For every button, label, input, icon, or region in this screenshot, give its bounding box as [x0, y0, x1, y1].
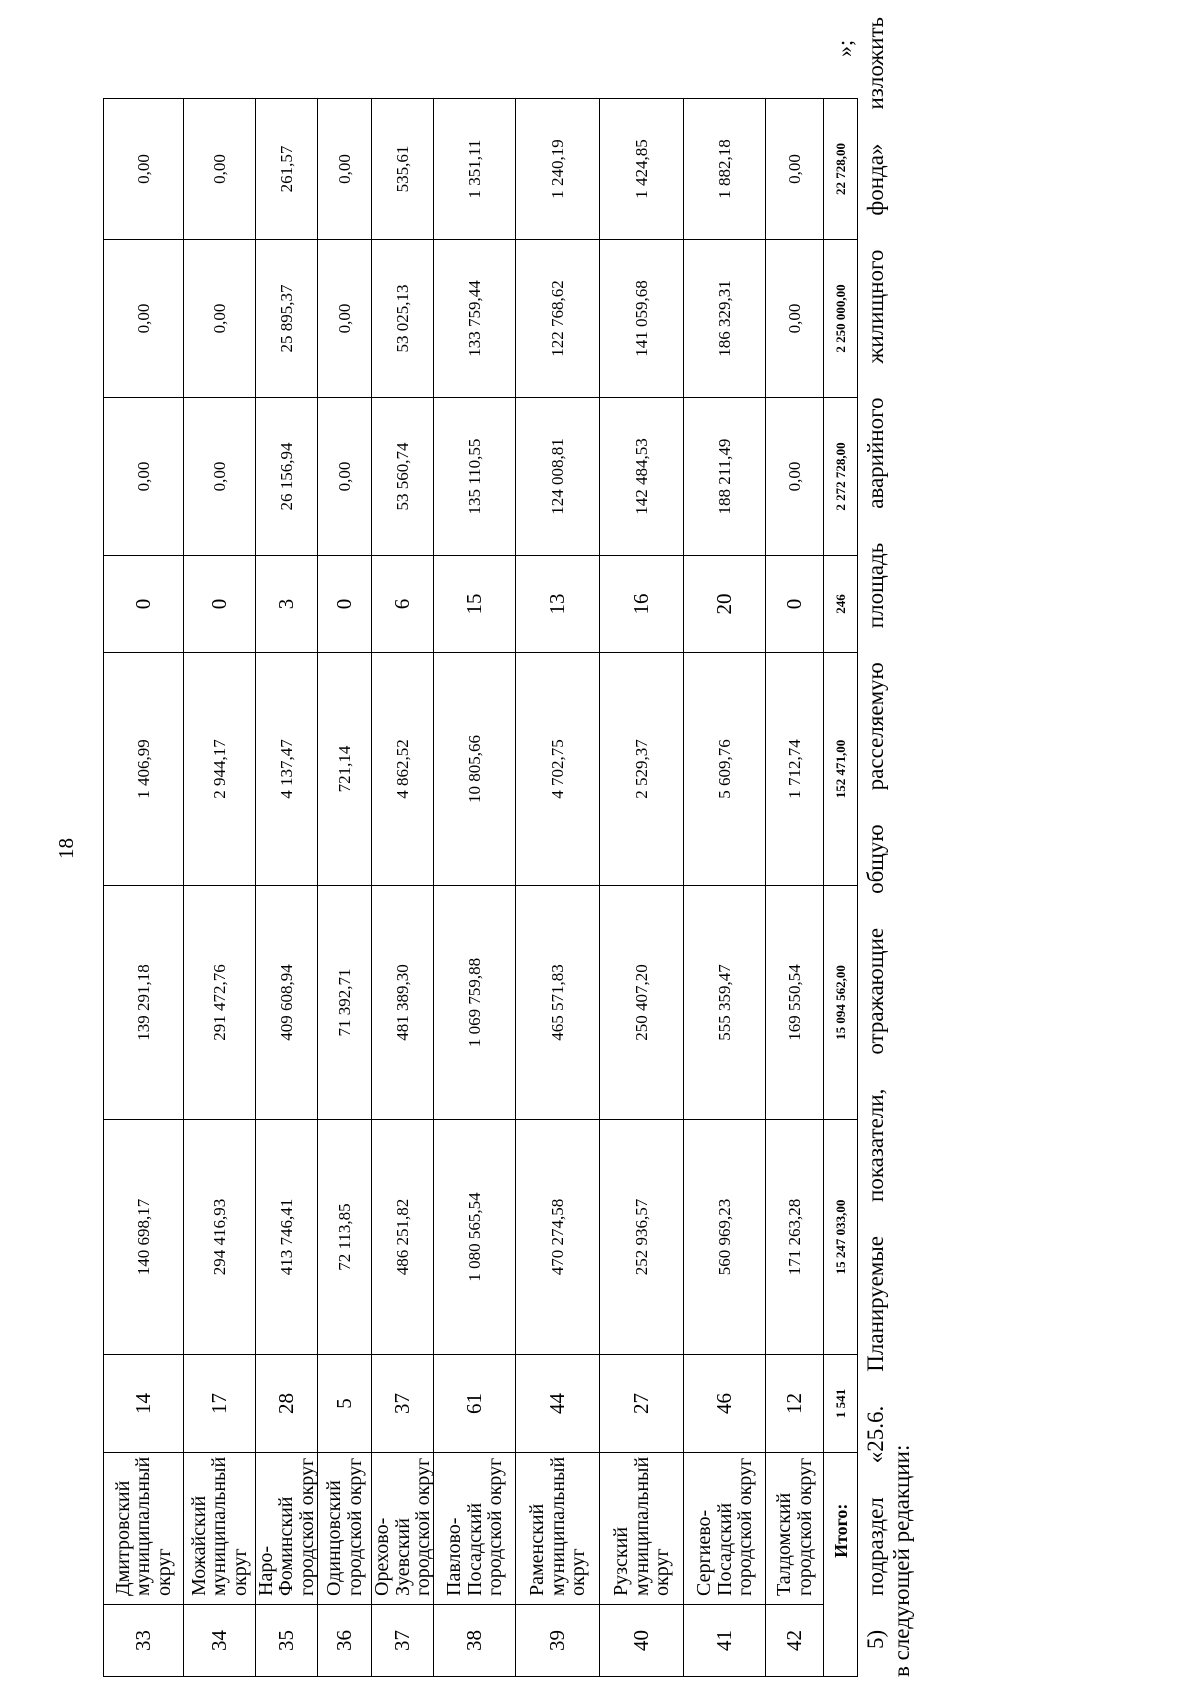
- row-number: 34: [184, 1605, 256, 1677]
- cell-v2: 409 608,94: [256, 886, 318, 1120]
- cell-v6: 1 882,18: [684, 99, 766, 240]
- total-label: Итого:: [824, 1453, 858, 1605]
- houses-count: 44: [516, 1355, 600, 1453]
- cell-v4: 188 211,49: [684, 398, 766, 556]
- footer-line-1: 5) подраздел «25.6. Планируемые показатели, отражающие общую расселяемую площадь аварийного жилищного фонда» изложить: [863, 17, 888, 1649]
- table-row: [372, 99, 434, 1677]
- row-number: 37: [372, 1605, 434, 1677]
- houses-count: 14: [104, 1355, 184, 1453]
- row-number: 36: [318, 1605, 372, 1677]
- cell-c2: 0: [184, 556, 256, 653]
- table-row: [104, 99, 184, 1677]
- cell-v5: 186 329,31: [684, 240, 766, 398]
- houses-count: 17: [184, 1355, 256, 1453]
- table-row: [766, 99, 824, 1677]
- cell-v6: 1 424,85: [600, 99, 684, 240]
- page-number: 18: [54, 838, 78, 859]
- cell-v4: 26 156,94: [256, 398, 318, 556]
- cell-v2: 169 550,54: [766, 886, 824, 1120]
- cell-v5: 0,00: [184, 240, 256, 398]
- cell-v3: 721,14: [318, 653, 372, 886]
- houses-count: 61: [434, 1355, 516, 1453]
- cell-v5: 0,00: [104, 240, 184, 398]
- cell-v6: 1 351,11: [434, 99, 516, 240]
- municipality-name: Сергиево-Посадский городской округ: [684, 1453, 766, 1605]
- cell-v6: 0,00: [766, 99, 824, 240]
- cell-v3: 4 702,75: [516, 653, 600, 886]
- cell-c2: 0: [766, 556, 824, 653]
- cell-c2: 13: [516, 556, 600, 653]
- cell-v3: 2 944,17: [184, 653, 256, 886]
- cell-v4: 0,00: [104, 398, 184, 556]
- cell-v4: 0,00: [766, 398, 824, 556]
- cell-v2: 250 407,20: [600, 886, 684, 1120]
- row-number: 40: [600, 1605, 684, 1677]
- cell-v1: 486 251,82: [372, 1120, 434, 1355]
- cell-v1: 72 113,85: [318, 1120, 372, 1355]
- row-number: 33: [104, 1605, 184, 1677]
- municipality-name: Одинцовский городской округ: [318, 1453, 372, 1605]
- municipality-name: Орехово-Зуевский городской округ: [372, 1453, 434, 1605]
- cell-v3: 4 137,47: [256, 653, 318, 886]
- closing-quote-mark: »;: [832, 39, 857, 57]
- row-number: 42: [766, 1605, 824, 1677]
- cell-v3: 1 712,74: [766, 653, 824, 886]
- municipality-name: Раменский муниципальный округ: [516, 1453, 600, 1605]
- total-row: [824, 99, 858, 1677]
- cell-v5: 25 895,37: [256, 240, 318, 398]
- cell-v1: 413 746,41: [256, 1120, 318, 1355]
- table-row: [434, 99, 516, 1677]
- total-v3: 152 471,00: [824, 653, 858, 886]
- cell-v6: 0,00: [318, 99, 372, 240]
- cell-v2: 71 392,71: [318, 886, 372, 1120]
- table-row: [256, 99, 318, 1677]
- cell-c2: 20: [684, 556, 766, 653]
- table-row: [184, 99, 256, 1677]
- table-row: [516, 99, 600, 1677]
- cell-v1: 1 080 565,54: [434, 1120, 516, 1355]
- municipality-name: Можайский муниципальный округ: [184, 1453, 256, 1605]
- cell-v4: 124 008,81: [516, 398, 600, 556]
- cell-v1: 140 698,17: [104, 1120, 184, 1355]
- footer-line-2: в следующей редакции:: [889, 1444, 914, 1677]
- total-v4: 2 272 728,00: [824, 398, 858, 556]
- cell-v4: 53 560,74: [372, 398, 434, 556]
- municipality-name: Рузский муниципальный округ: [600, 1453, 684, 1605]
- cell-v5: 141 059,68: [600, 240, 684, 398]
- houses-count: 12: [766, 1355, 824, 1453]
- cell-v3: 4 862,52: [372, 653, 434, 886]
- total-v6: 22 728,00: [824, 99, 858, 240]
- cell-v1: 252 936,57: [600, 1120, 684, 1355]
- municipality-name: Наро-Фоминский городской округ: [256, 1453, 318, 1605]
- cell-c2: 0: [104, 556, 184, 653]
- cell-v1: 470 274,58: [516, 1120, 600, 1355]
- cell-v6: 0,00: [184, 99, 256, 240]
- houses-count: 37: [372, 1355, 434, 1453]
- cell-v5: 53 025,13: [372, 240, 434, 398]
- cell-v1: 171 263,28: [766, 1120, 824, 1355]
- cell-c2: 0: [318, 556, 372, 653]
- total-v1: 15 247 033,00: [824, 1120, 858, 1355]
- cell-v3: 2 529,37: [600, 653, 684, 886]
- cell-v2: 481 389,30: [372, 886, 434, 1120]
- cell-c2: 15: [434, 556, 516, 653]
- cell-c2: 6: [372, 556, 434, 653]
- cell-v2: 1 069 759,88: [434, 886, 516, 1120]
- total-c2: 246: [824, 556, 858, 653]
- cell-v4: 142 484,53: [600, 398, 684, 556]
- houses-count: 28: [256, 1355, 318, 1453]
- row-number: 39: [516, 1605, 600, 1677]
- cell-v2: 291 472,76: [184, 886, 256, 1120]
- footer-paragraph: [863, 17, 915, 1677]
- total-v2: 15 094 562,00: [824, 886, 858, 1120]
- cell-v3: 10 805,66: [434, 653, 516, 886]
- cell-v1: 560 969,23: [684, 1120, 766, 1355]
- houses-count: 46: [684, 1355, 766, 1453]
- cell-c2: 16: [600, 556, 684, 653]
- data-table: [103, 98, 858, 1677]
- cell-v3: 1 406,99: [104, 653, 184, 886]
- cell-v4: 0,00: [184, 398, 256, 556]
- cell-v2: 465 571,83: [516, 886, 600, 1120]
- cell-v5: 133 759,44: [434, 240, 516, 398]
- cell-v2: 555 359,47: [684, 886, 766, 1120]
- total-v5: 2 250 000,00: [824, 240, 858, 398]
- cell-v5: 122 768,62: [516, 240, 600, 398]
- houses-count: 5: [318, 1355, 372, 1453]
- total-empty-cell: [824, 1605, 858, 1677]
- cell-v3: 5 609,76: [684, 653, 766, 886]
- table-row: [600, 99, 684, 1677]
- row-number: 41: [684, 1605, 766, 1677]
- municipality-name: Павлово-Посадский городской округ: [434, 1453, 516, 1605]
- table-row: [318, 99, 372, 1677]
- row-number: 38: [434, 1605, 516, 1677]
- row-number: 35: [256, 1605, 318, 1677]
- houses-count: 27: [600, 1355, 684, 1453]
- cell-v5: 0,00: [318, 240, 372, 398]
- table-row: [684, 99, 766, 1677]
- cell-v1: 294 416,93: [184, 1120, 256, 1355]
- cell-c2: 3: [256, 556, 318, 653]
- cell-v2: 139 291,18: [104, 886, 184, 1120]
- total-count: 1 541: [824, 1355, 858, 1453]
- cell-v6: 261,57: [256, 99, 318, 240]
- cell-v6: 1 240,19: [516, 99, 600, 240]
- cell-v6: 0,00: [104, 99, 184, 240]
- municipality-name: Дмитровский муниципальный округ: [104, 1453, 184, 1605]
- cell-v4: 0,00: [318, 398, 372, 556]
- cell-v5: 0,00: [766, 240, 824, 398]
- cell-v4: 135 110,55: [434, 398, 516, 556]
- municipality-name: Талдомский городской округ: [766, 1453, 824, 1605]
- cell-v6: 535,61: [372, 99, 434, 240]
